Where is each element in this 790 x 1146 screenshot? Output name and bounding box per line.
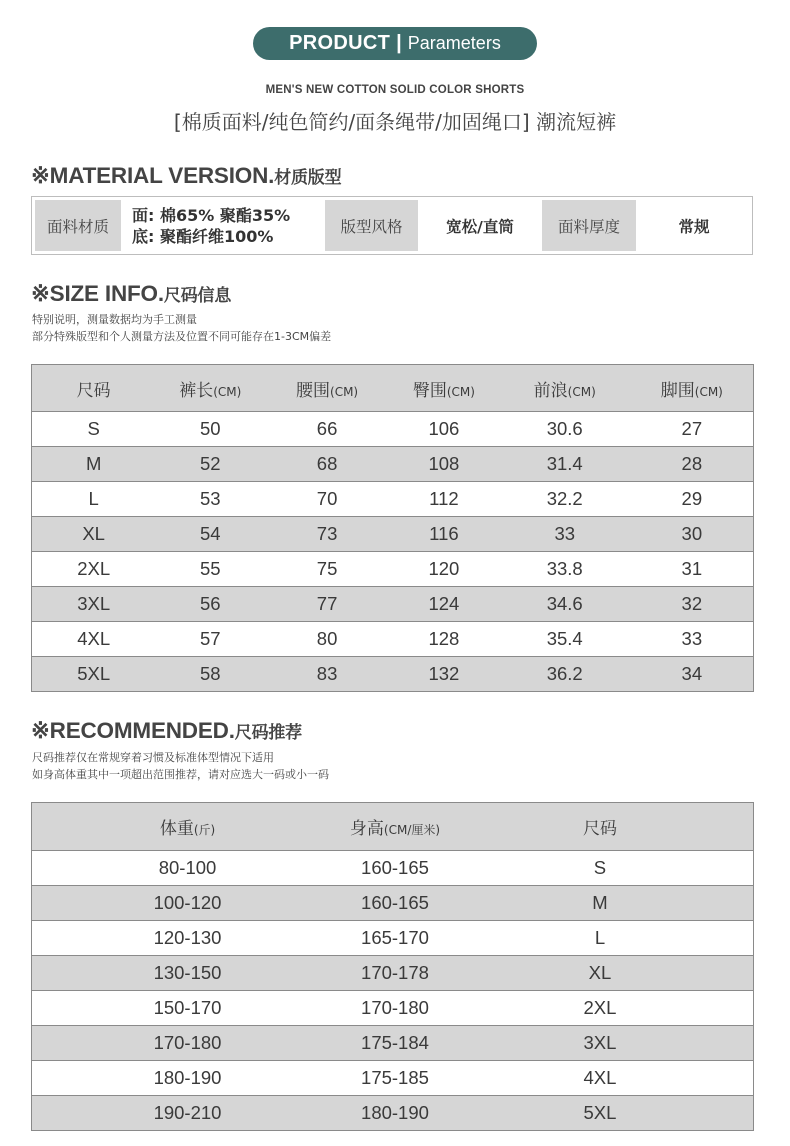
table-cell: 4XL (447, 1061, 754, 1096)
table-cell: M (32, 447, 156, 482)
table-cell: 58 (155, 657, 265, 692)
recommended-title-cn: 尺码推荐 (234, 723, 302, 743)
table-cell: XL (447, 956, 754, 991)
table-cell: 160-165 (343, 851, 447, 886)
product-parameters-banner (253, 27, 537, 60)
size-table-header-unit: (CM) (567, 384, 596, 399)
table-cell: 130-150 (32, 956, 344, 991)
table-cell: 180-190 (32, 1061, 344, 1096)
table-cell: 160-165 (343, 886, 447, 921)
table-cell: 75 (265, 552, 389, 587)
table-cell: XL (32, 517, 156, 552)
table-cell: 34 (631, 657, 754, 692)
table-cell: 80-100 (32, 851, 344, 886)
table-row (32, 412, 754, 447)
size-table-header-unit: (CM) (213, 384, 242, 399)
recommended-note: 如身高体重其中一项超出范围推荐，请对应选大一码或小一码 (32, 768, 329, 781)
size-table-header-unit: (CM) (446, 384, 475, 399)
size-table-header-unit: (CM) (330, 384, 359, 399)
fit-label: 版型风格 (325, 200, 418, 251)
size-table-header (389, 365, 499, 412)
table-cell: 80 (265, 622, 389, 657)
table-cell: M (447, 886, 754, 921)
table-cell: L (447, 921, 754, 956)
table-cell: 120-130 (32, 921, 344, 956)
table-cell: 175-185 (343, 1061, 447, 1096)
material-title-en: ※MATERIAL VERSION. (31, 163, 275, 188)
parameters-label: Parameters (407, 33, 501, 53)
table-row (32, 1096, 754, 1131)
table-cell: 32 (631, 587, 754, 622)
table-cell: 116 (389, 517, 499, 552)
table-cell: 68 (265, 447, 389, 482)
product-label: PRODUCT (289, 32, 391, 54)
thickness-value: 常规 (678, 217, 710, 236)
table-cell: 32.2 (499, 482, 631, 517)
table-row (32, 552, 754, 587)
table-cell: 30.6 (499, 412, 631, 447)
size-table-header-text: 尺码 (76, 380, 111, 401)
table-cell: 5XL (447, 1096, 754, 1131)
table-cell: S (447, 851, 754, 886)
thickness-label: 面料厚度 (542, 200, 636, 251)
table-cell: 3XL (447, 1026, 754, 1061)
recommended-note: 尺码推荐仅在常规穿着习惯及标准体型情况下适用 (32, 751, 274, 764)
table-cell: 108 (389, 447, 499, 482)
table-row (32, 447, 754, 482)
recommendation-table-header-text: 身高 (349, 819, 384, 839)
table-cell: 3XL (32, 587, 156, 622)
table-cell: 165-170 (343, 921, 447, 956)
fabric-lining: 底: 聚酯纤维100% (132, 226, 274, 246)
recommendation-table (31, 802, 754, 1131)
fit-value: 宽松/直筒 (446, 217, 514, 236)
size-info-title-en: ※SIZE INFO. (31, 281, 164, 306)
table-cell: 120 (389, 552, 499, 587)
size-info-note: 特别说明，测量数据均为手工测量 (32, 313, 197, 326)
recommended-title-en: ※RECOMMENDED. (31, 718, 235, 743)
size-info-note: 部分特殊版型和个人测量方法及位置不同可能存在1-3CM偏差 (32, 330, 332, 343)
table-cell: 128 (389, 622, 499, 657)
size-table-header-text: 脚围 (660, 380, 695, 401)
table-cell: 70 (265, 482, 389, 517)
table-row (32, 851, 754, 886)
table-cell: 112 (389, 482, 499, 517)
recommendation-table-header (32, 803, 344, 851)
table-cell: 4XL (32, 622, 156, 657)
table-cell: 31.4 (499, 447, 631, 482)
table-cell: 150-170 (32, 991, 344, 1026)
table-cell: 132 (389, 657, 499, 692)
table-cell: 170-180 (343, 991, 447, 1026)
size-table-header-text: 裤长 (179, 380, 214, 401)
table-cell: 52 (155, 447, 265, 482)
recommendation-table-header-unit: (CM/厘米) (383, 823, 441, 837)
banner-separator: | (396, 32, 402, 54)
recommended-notes (32, 749, 329, 783)
recommendation-table-header-text: 体重 (159, 819, 194, 839)
table-cell: 5XL (32, 657, 156, 692)
table-cell: L (32, 482, 156, 517)
table-cell: 175-184 (343, 1026, 447, 1061)
table-cell: 180-190 (343, 1096, 447, 1131)
recommendation-table-header-text: 尺码 (582, 819, 617, 839)
table-cell: 33 (631, 622, 754, 657)
table-cell: S (32, 412, 156, 447)
subtitle-english: MEN'S NEW COTTON SOLID COLOR SHORTS (265, 84, 525, 96)
table-row (32, 622, 754, 657)
material-title-cn: 材质版型 (274, 168, 342, 188)
table-cell: 106 (389, 412, 499, 447)
table-cell: 83 (265, 657, 389, 692)
table-cell: 34.6 (499, 587, 631, 622)
recommendation-table-header-unit: (斤) (193, 823, 216, 837)
table-row (32, 886, 754, 921)
table-row (32, 921, 754, 956)
size-info-title-cn: 尺码信息 (163, 286, 232, 306)
table-cell: 170-178 (343, 956, 447, 991)
recommended-section-title (31, 718, 302, 744)
recommendation-table-header (343, 803, 447, 851)
size-table-header-text: 腰围 (296, 380, 331, 401)
size-table-header (499, 365, 631, 412)
table-cell: 124 (389, 587, 499, 622)
table-cell: 2XL (32, 552, 156, 587)
table-cell: 56 (155, 587, 265, 622)
table-cell: 54 (155, 517, 265, 552)
recommendation-table-header-row (32, 803, 754, 851)
table-cell: 31 (631, 552, 754, 587)
table-row (32, 1026, 754, 1061)
table-row (32, 657, 754, 692)
table-row (32, 991, 754, 1026)
table-row (32, 587, 754, 622)
recommendation-table-header (447, 803, 754, 851)
size-table-header-text: 臀围 (412, 380, 447, 401)
table-cell: 29 (631, 482, 754, 517)
size-table-header-text: 前浪 (533, 380, 568, 401)
table-cell: 77 (265, 587, 389, 622)
size-table-header (155, 365, 265, 412)
size-table-header (631, 365, 754, 412)
size-table-header-row (32, 365, 754, 412)
table-row (32, 956, 754, 991)
fabric-outer: 面: 棉65% 聚酯35% (132, 205, 291, 225)
table-cell: 2XL (447, 991, 754, 1026)
table-cell: 33.8 (499, 552, 631, 587)
size-info-section-title (31, 281, 231, 307)
table-cell: 57 (155, 622, 265, 657)
table-cell: 55 (155, 552, 265, 587)
fabric-label: 面料材质 (35, 200, 121, 251)
material-section-title (31, 163, 341, 189)
table-row (32, 517, 754, 552)
size-table-header (32, 365, 156, 412)
table-cell: 27 (631, 412, 754, 447)
table-cell: 36.2 (499, 657, 631, 692)
material-table (31, 196, 753, 255)
table-cell: 53 (155, 482, 265, 517)
table-row (32, 1061, 754, 1096)
table-cell: 73 (265, 517, 389, 552)
table-cell: 170-180 (32, 1026, 344, 1061)
table-cell: 30 (631, 517, 754, 552)
size-table (31, 364, 754, 692)
subtitle-chinese: [棉质面料/纯色简约/面条绳带/加固绳口] 潮流短裤 (173, 110, 617, 134)
fabric-composition (124, 200, 322, 251)
table-cell: 33 (499, 517, 631, 552)
table-cell: 50 (155, 412, 265, 447)
size-table-header (265, 365, 389, 412)
table-cell: 190-210 (32, 1096, 344, 1131)
table-cell: 28 (631, 447, 754, 482)
table-cell: 35.4 (499, 622, 631, 657)
size-info-notes (32, 311, 331, 345)
table-cell: 66 (265, 412, 389, 447)
table-row (32, 482, 754, 517)
table-cell: 100-120 (32, 886, 344, 921)
size-table-header-unit: (CM) (694, 384, 723, 399)
